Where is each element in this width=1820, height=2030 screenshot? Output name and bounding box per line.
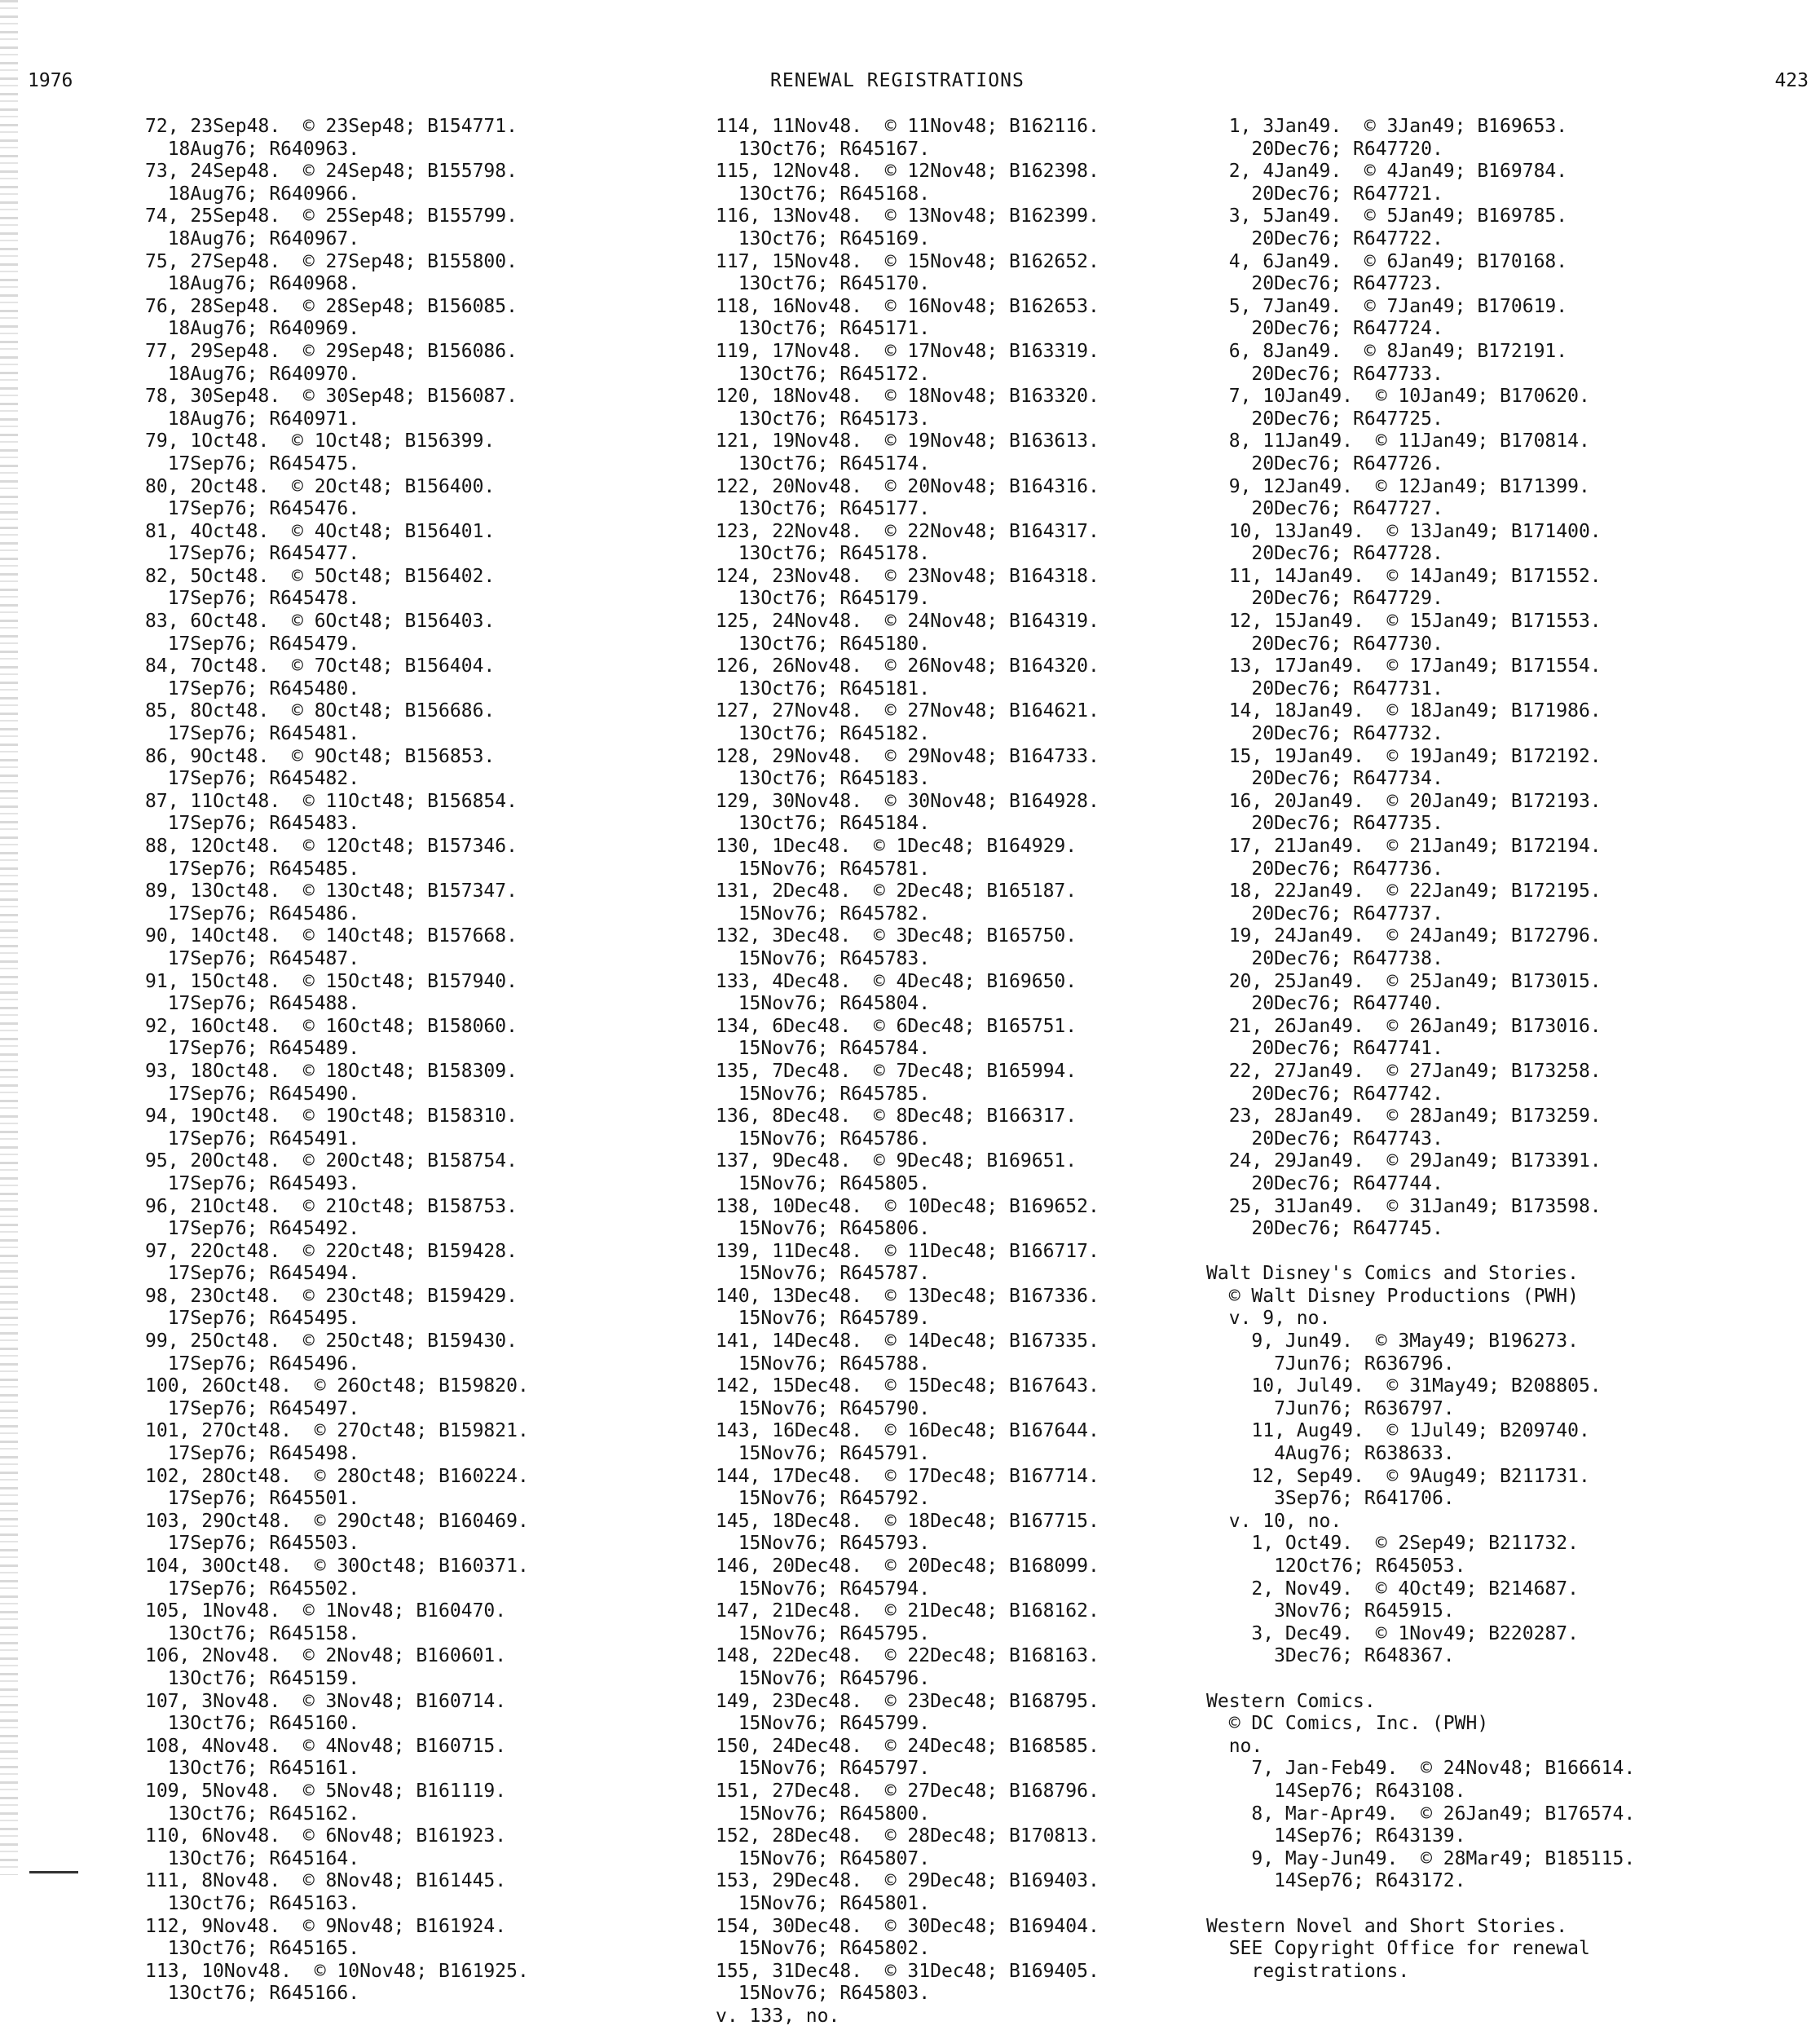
entry-line: 14, 18Jan49. © 18Jan49; B171986. — [1206, 700, 1602, 722]
entry-line: 90, 14Oct48. © 14Oct48; B157668. — [145, 925, 518, 947]
entry-line: 15Nov76; R645796. — [716, 1667, 931, 1689]
entry-line: 11, 14Jan49. © 14Jan49; B171552. — [1206, 565, 1602, 587]
entry-line: 17Sep76; R645490. — [145, 1083, 360, 1105]
entry-line: 18Aug76; R640966. — [145, 183, 360, 205]
entry-line: 13Oct76; R645173. — [716, 408, 931, 430]
entry-line: 8, 11Jan49. © 11Jan49; B170814. — [1206, 430, 1590, 452]
entry-line: 13Oct76; R645179. — [716, 588, 931, 610]
entry-line: 13Oct76; R645172. — [716, 363, 931, 385]
entry-line: 15Nov76; R645781. — [716, 858, 931, 880]
entry-line: 1, 3Jan49. © 3Jan49; B169653. — [1206, 116, 1568, 137]
entry-line: 107, 3Nov48. © 3Nov48; B160714. — [145, 1690, 507, 1712]
entry-line: 20Dec76; R647721. — [1206, 183, 1443, 205]
entry-line: 17Sep76; R645481. — [145, 723, 360, 745]
entry-line: 155, 31Dec48. © 31Dec48; B169405. — [716, 1960, 1099, 1982]
entry-line: 9, 12Jan49. © 12Jan49; B171399. — [1206, 475, 1590, 497]
entry-line: 13Oct76; R645171. — [716, 318, 931, 340]
header-year: 1976 — [28, 70, 73, 91]
entry-line: 7Jun76; R636797. — [1206, 1397, 1455, 1419]
entry-line: 17Sep76; R645502. — [145, 1578, 360, 1600]
entry-line: 12, 15Jan49. © 15Jan49; B171553. — [1206, 611, 1602, 633]
entry-line: 20Dec76; R647727. — [1206, 498, 1443, 520]
entry-line: 15Nov76; R645799. — [716, 1713, 931, 1735]
entry-line: 17Sep76; R645496. — [145, 1353, 360, 1375]
entry-line: 89, 13Oct48. © 13Oct48; B157347. — [145, 880, 518, 902]
entry-line: Walt Disney's Comics and Stories. — [1206, 1263, 1579, 1285]
spacer — [1206, 1241, 1635, 1264]
entry-line: 15Nov76; R645785. — [716, 1083, 931, 1105]
entry-line: 17Sep76; R645501. — [145, 1488, 360, 1510]
entry-line: 15Nov76; R645789. — [716, 1308, 931, 1330]
entry-line: 121, 19Nov48. © 19Nov48; B163613. — [716, 430, 1099, 452]
entry-line: v. 10, no. — [1206, 1510, 1342, 1532]
entry-line: 153, 29Dec48. © 29Dec48; B169403. — [716, 1870, 1099, 1892]
entry-line: 15Nov76; R645801. — [716, 1892, 931, 1914]
entry-line: 105, 1Nov48. © 1Nov48; B160470. — [145, 1600, 507, 1622]
entry-line: 91, 15Oct48. © 15Oct48; B157940. — [145, 970, 518, 992]
entry-line: 7, Jan-Feb49. © 24Nov48; B166614. — [1206, 1758, 1636, 1780]
entry-line: 139, 11Dec48. © 11Dec48; B166717. — [716, 1240, 1099, 1262]
entry-line: 13Oct76; R645159. — [145, 1667, 360, 1689]
entry-line: 20Dec76; R647722. — [1206, 227, 1443, 249]
entry-line: © Walt Disney Productions (PWH) — [1206, 1285, 1579, 1307]
entry-line: © DC Comics, Inc. (PWH) — [1206, 1713, 1489, 1735]
entry-line: no. — [1206, 1735, 1263, 1757]
entry-line: 20Dec76; R647726. — [1206, 452, 1443, 474]
entry-line: 14Sep76; R643139. — [1206, 1825, 1466, 1847]
entry-line: 15Nov76; R645802. — [716, 1938, 931, 1960]
entry-line: 128, 29Nov48. © 29Nov48; B164733. — [716, 745, 1099, 767]
entry-line: 3, 5Jan49. © 5Jan49; B169785. — [1206, 205, 1568, 227]
entry-line: 13Oct76; R645174. — [716, 452, 931, 474]
entry-line: 15Nov76; R645782. — [716, 902, 931, 925]
entry-line: 13Oct76; R645160. — [145, 1713, 360, 1735]
entry-line: 1, Oct49. © 2Sep49; B211732. — [1206, 1533, 1579, 1555]
entry-line: 123, 22Nov48. © 22Nov48; B164317. — [716, 520, 1099, 542]
entry-line: 20Dec76; R647737. — [1206, 902, 1443, 925]
entry-line: 103, 29Oct48. © 29Oct48; B160469. — [145, 1510, 529, 1532]
entry-line: 17Sep76; R645492. — [145, 1218, 360, 1240]
entry-line: Western Novel and Short Stories. — [1206, 1915, 1568, 1937]
entry-line: 144, 17Dec48. © 17Dec48; B167714. — [716, 1465, 1099, 1487]
entry-line: 112, 9Nov48. © 9Nov48; B161924. — [145, 1915, 507, 1937]
entry-line: 134, 6Dec48. © 6Dec48; B165751. — [716, 1015, 1077, 1037]
entry-line: 152, 28Dec48. © 28Dec48; B170813. — [716, 1825, 1099, 1847]
entry-line: 20Dec76; R647728. — [1206, 543, 1443, 565]
entry-line: 102, 28Oct48. © 28Oct48; B160224. — [145, 1465, 529, 1487]
entry-line: 18Aug76; R640968. — [145, 273, 360, 295]
page-number: 423 — [1774, 70, 1809, 91]
entry-line: 20Dec76; R647741. — [1206, 1038, 1443, 1060]
entry-line: 17Sep76; R645491. — [145, 1128, 360, 1150]
entry-line: 74, 25Sep48. © 25Sep48; B155799. — [145, 205, 518, 227]
entry-line: 18, 22Jan49. © 22Jan49; B172195. — [1206, 880, 1602, 902]
entry-line: 10, 13Jan49. © 13Jan49; B171400. — [1206, 520, 1602, 542]
entry-line: 22, 27Jan49. © 27Jan49; B173258. — [1206, 1060, 1602, 1082]
entry-line: 149, 23Dec48. © 23Dec48; B168795. — [716, 1690, 1099, 1712]
entry-line: 129, 30Nov48. © 30Nov48; B164928. — [716, 790, 1099, 812]
entry-line: 25, 31Jan49. © 31Jan49; B173598. — [1206, 1195, 1602, 1217]
entry-line: 81, 4Oct48. © 4Oct48; B156401. — [145, 520, 496, 542]
entry-line: 15Nov76; R645786. — [716, 1128, 931, 1150]
entry-line: 17Sep76; R645498. — [145, 1443, 360, 1465]
entry-line: 11, Aug49. © 1Jul49; B209740. — [1206, 1420, 1590, 1442]
entry-line: 99, 25Oct48. © 25Oct48; B159430. — [145, 1331, 518, 1353]
entry-line: 15Nov76; R645783. — [716, 947, 931, 969]
spacer — [1206, 1893, 1635, 1916]
page-title: RENEWAL REGISTRATIONS — [770, 70, 1025, 91]
entry-line: 13Oct76; R645183. — [716, 768, 931, 790]
entry-line: 8, Mar-Apr49. © 26Jan49; B176574. — [1206, 1803, 1636, 1825]
entry-line: 13Oct76; R645169. — [716, 227, 931, 249]
entry-line: 73, 24Sep48. © 24Sep48; B155798. — [145, 161, 518, 183]
entry-line: 15Nov76; R645804. — [716, 993, 931, 1015]
entry-line: 126, 26Nov48. © 26Nov48; B164320. — [716, 655, 1099, 677]
scan-mark — [29, 1871, 78, 1873]
entry-line: 108, 4Nov48. © 4Nov48; B160715. — [145, 1735, 507, 1757]
entry-line: 17Sep76; R645478. — [145, 588, 360, 610]
entry-line: 114, 11Nov48. © 11Nov48; B162116. — [716, 116, 1099, 137]
entry-line: registrations. — [1206, 1960, 1410, 1982]
entry-line: 20Dec76; R647742. — [1206, 1083, 1443, 1105]
entry-line: 135, 7Dec48. © 7Dec48; B165994. — [716, 1060, 1077, 1082]
entry-line: 15, 19Jan49. © 19Jan49; B172192. — [1206, 745, 1602, 767]
entry-line: 101, 27Oct48. © 27Oct48; B159821. — [145, 1420, 529, 1442]
entry-line: 82, 5Oct48. © 5Oct48; B156402. — [145, 565, 496, 587]
entry-line: 127, 27Nov48. © 27Nov48; B164621. — [716, 700, 1099, 722]
entry-line: 124, 23Nov48. © 23Nov48; B164318. — [716, 565, 1099, 587]
entry-line: 12Oct76; R645053. — [1206, 1556, 1466, 1577]
spacer — [1206, 1668, 1635, 1691]
entry-line: 146, 20Dec48. © 20Dec48; B168099. — [716, 1556, 1099, 1577]
entry-line: 93, 18Oct48. © 18Oct48; B158309. — [145, 1060, 518, 1082]
entry-line: 4, 6Jan49. © 6Jan49; B170168. — [1206, 250, 1568, 272]
entry-line: 13Oct76; R645167. — [716, 138, 931, 160]
entry-line: 83, 6Oct48. © 6Oct48; B156403. — [145, 611, 496, 633]
entry-line: 4Aug76; R638633. — [1206, 1443, 1455, 1465]
entry-line: 20Dec76; R647740. — [1206, 993, 1443, 1015]
entry-line: 13Oct76; R645177. — [716, 498, 931, 520]
entry-line: 7Jun76; R636796. — [1206, 1353, 1455, 1375]
entry-line: 17Sep76; R645476. — [145, 498, 360, 520]
entry-line: 122, 20Nov48. © 20Nov48; B164316. — [716, 475, 1099, 497]
entry-line: 132, 3Dec48. © 3Dec48; B165750. — [716, 925, 1077, 947]
entry-line: 140, 13Dec48. © 13Dec48; B167336. — [716, 1285, 1099, 1307]
entry-line: 92, 16Oct48. © 16Oct48; B158060. — [145, 1015, 518, 1037]
entry-line: 94, 19Oct48. © 19Oct48; B158310. — [145, 1105, 518, 1128]
entry-line: 150, 24Dec48. © 24Dec48; B168585. — [716, 1735, 1099, 1757]
entry-line: 20Dec76; R647731. — [1206, 677, 1443, 699]
entry-line: 15Nov76; R645784. — [716, 1038, 931, 1060]
entry-line: 20Dec76; R647744. — [1206, 1172, 1443, 1194]
entry-line: 13Oct76; R645168. — [716, 183, 931, 205]
entry-line: 17, 21Jan49. © 21Jan49; B172194. — [1206, 836, 1602, 857]
entry-line: 17Sep76; R645485. — [145, 858, 360, 880]
entry-line: 14Sep76; R643172. — [1206, 1870, 1466, 1892]
entry-line: 18Aug76; R640970. — [145, 363, 360, 385]
entry-line: 13Oct76; R645178. — [716, 543, 931, 565]
entry-line: 77, 29Sep48. © 29Sep48; B156086. — [145, 340, 518, 362]
entry-line: 15Nov76; R645807. — [716, 1847, 931, 1869]
entry-line: 17Sep76; R645480. — [145, 677, 360, 699]
entry-line: 13, 17Jan49. © 17Jan49; B171554. — [1206, 655, 1602, 677]
entry-line: 23, 28Jan49. © 28Jan49; B173259. — [1206, 1105, 1602, 1128]
entry-line: 106, 2Nov48. © 2Nov48; B160601. — [145, 1645, 507, 1667]
entry-line: 13Oct76; R645166. — [145, 1983, 360, 2005]
entry-line: 117, 15Nov48. © 15Nov48; B162652. — [716, 250, 1099, 272]
entry-line: 9, Jun49. © 3May49; B196273. — [1206, 1331, 1579, 1353]
entry-line: SEE Copyright Office for renewal — [1206, 1938, 1590, 1960]
entry-line: 20, 25Jan49. © 25Jan49; B173015. — [1206, 970, 1602, 992]
entry-line: 20Dec76; R647724. — [1206, 318, 1443, 340]
entry-line: 20Dec76; R647734. — [1206, 768, 1443, 790]
entry-line: 13Oct76; R645165. — [145, 1938, 360, 1960]
entry-line: 119, 17Nov48. © 17Nov48; B163319. — [716, 340, 1099, 362]
entry-line: 97, 22Oct48. © 22Oct48; B159428. — [145, 1240, 518, 1262]
entry-line: Western Comics. — [1206, 1690, 1376, 1712]
entry-line: 96, 21Oct48. © 21Oct48; B158753. — [145, 1195, 518, 1217]
entry-line: 98, 23Oct48. © 23Oct48; B159429. — [145, 1285, 518, 1307]
entry-line: 17Sep76; R645494. — [145, 1263, 360, 1285]
entry-line: 111, 8Nov48. © 8Nov48; B161445. — [145, 1870, 507, 1892]
entry-line: 3Dec76; R648367. — [1206, 1645, 1455, 1667]
entry-line: 13Oct76; R645161. — [145, 1758, 360, 1780]
entry-line: 87, 11Oct48. © 11Oct48; B156854. — [145, 790, 518, 812]
entry-line: 13Oct76; R645182. — [716, 723, 931, 745]
entry-line: 24, 29Jan49. © 29Jan49; B173391. — [1206, 1150, 1602, 1172]
entry-line: 138, 10Dec48. © 10Dec48; B169652. — [716, 1195, 1099, 1217]
entry-line: 125, 24Nov48. © 24Nov48; B164319. — [716, 611, 1099, 633]
entry-line: 104, 30Oct48. © 30Oct48; B160371. — [145, 1556, 529, 1577]
entry-line: 151, 27Dec48. © 27Dec48; B168796. — [716, 1780, 1099, 1802]
entry-line: 17Sep76; R645482. — [145, 768, 360, 790]
entry-line: 18Aug76; R640969. — [145, 318, 360, 340]
entry-line: 15Nov76; R645805. — [716, 1172, 931, 1194]
entry-line: 20Dec76; R647720. — [1206, 138, 1443, 160]
entry-line: 20Dec76; R647745. — [1206, 1218, 1443, 1240]
entry-line: 85, 8Oct48. © 8Oct48; B156686. — [145, 700, 496, 722]
entry-line: 15Nov76; R645806. — [716, 1218, 931, 1240]
entry-line: 17Sep76; R645497. — [145, 1397, 360, 1419]
entry-line: 12, Sep49. © 9Aug49; B211731. — [1206, 1465, 1590, 1487]
entry-line: 20Dec76; R647732. — [1206, 723, 1443, 745]
entry-line: 17Sep76; R645479. — [145, 633, 360, 655]
entry-line: 136, 8Dec48. © 8Dec48; B166317. — [716, 1105, 1077, 1128]
entry-line: 18Aug76; R640967. — [145, 227, 360, 249]
entry-line: 20Dec76; R647738. — [1206, 947, 1443, 969]
entry-line: 100, 26Oct48. © 26Oct48; B159820. — [145, 1375, 529, 1397]
entry-line: 130, 1Dec48. © 1Dec48; B164929. — [716, 836, 1077, 857]
entry-line: 7, 10Jan49. © 10Jan49; B170620. — [1206, 386, 1590, 408]
entry-line: 131, 2Dec48. © 2Dec48; B165187. — [716, 880, 1077, 902]
entry-line: 75, 27Sep48. © 27Sep48; B155800. — [145, 250, 518, 272]
entry-line: 20Dec76; R647723. — [1206, 273, 1443, 295]
entry-line: 19, 24Jan49. © 24Jan49; B172796. — [1206, 925, 1602, 947]
entry-line: 17Sep76; R645483. — [145, 813, 360, 835]
entry-line: 18Aug76; R640971. — [145, 408, 360, 430]
entry-line: 14Sep76; R643108. — [1206, 1780, 1466, 1802]
entry-line: 147, 21Dec48. © 21Dec48; B168162. — [716, 1600, 1099, 1622]
entry-line: 2, 4Jan49. © 4Jan49; B169784. — [1206, 161, 1568, 183]
entry-line: 20Dec76; R647735. — [1206, 813, 1443, 835]
entry-line: 115, 12Nov48. © 12Nov48; B162398. — [716, 161, 1099, 183]
entry-line: 20Dec76; R647725. — [1206, 408, 1443, 430]
entry-line: 15Nov76; R645795. — [716, 1622, 931, 1644]
entry-line: 20Dec76; R647729. — [1206, 588, 1443, 610]
column-left — [145, 116, 529, 2006]
entry-line: 5, 7Jan49. © 7Jan49; B170619. — [1206, 295, 1568, 317]
entry-line: 76, 28Sep48. © 28Sep48; B156085. — [145, 295, 518, 317]
entry-line: 2, Nov49. © 4Oct49; B214687. — [1206, 1578, 1579, 1600]
entry-line: 17Sep76; R645493. — [145, 1172, 360, 1194]
entry-line: 13Oct76; R645180. — [716, 633, 931, 655]
entry-line: 13Oct76; R645162. — [145, 1803, 360, 1825]
entry-line: 15Nov76; R645790. — [716, 1397, 931, 1419]
entry-line: 86, 9Oct48. © 9Oct48; B156853. — [145, 745, 496, 767]
column-right — [1206, 116, 1635, 1983]
entry-line: 13Oct76; R645184. — [716, 813, 931, 835]
entry-line: 78, 30Sep48. © 30Sep48; B156087. — [145, 386, 518, 408]
entry-line: 17Sep76; R645486. — [145, 902, 360, 925]
entry-line: 17Sep76; R645475. — [145, 452, 360, 474]
entry-line: 15Nov76; R645803. — [716, 1983, 931, 2005]
entry-line: 141, 14Dec48. © 14Dec48; B167335. — [716, 1331, 1099, 1353]
entry-line: 15Nov76; R645793. — [716, 1533, 931, 1555]
entry-line: 145, 18Dec48. © 18Dec48; B167715. — [716, 1510, 1099, 1532]
entry-line: 15Nov76; R645792. — [716, 1488, 931, 1510]
entry-line: 3Sep76; R641706. — [1206, 1488, 1455, 1510]
entry-line: 154, 30Dec48. © 30Dec48; B169404. — [716, 1915, 1099, 1937]
entry-line: 137, 9Dec48. © 9Dec48; B169651. — [716, 1150, 1077, 1172]
entry-line: 15Nov76; R645797. — [716, 1758, 931, 1780]
entry-line: 10, Jul49. © 31May49; B208805. — [1206, 1375, 1602, 1397]
entry-line: 13Oct76; R645181. — [716, 677, 931, 699]
entry-line: 20Dec76; R647743. — [1206, 1128, 1443, 1150]
entry-line: 13Oct76; R645163. — [145, 1892, 360, 1914]
entry-line: 21, 26Jan49. © 26Jan49; B173016. — [1206, 1015, 1602, 1037]
entry-line: 17Sep76; R645487. — [145, 947, 360, 969]
entry-line: 72, 23Sep48. © 23Sep48; B154771. — [145, 116, 518, 137]
entry-line: 15Nov76; R645800. — [716, 1803, 931, 1825]
entry-line: 15Nov76; R645794. — [716, 1578, 931, 1600]
entry-line: 113, 10Nov48. © 10Nov48; B161925. — [145, 1960, 529, 1982]
entry-line: 17Sep76; R645495. — [145, 1308, 360, 1330]
entry-line: 84, 7Oct48. © 7Oct48; B156404. — [145, 655, 496, 677]
entry-line: 17Sep76; R645488. — [145, 993, 360, 1015]
entry-line: 118, 16Nov48. © 16Nov48; B162653. — [716, 295, 1099, 317]
entry-line: 17Sep76; R645477. — [145, 543, 360, 565]
entry-line: 20Dec76; R647730. — [1206, 633, 1443, 655]
entry-line: 3Nov76; R645915. — [1206, 1600, 1455, 1622]
entry-line: 6, 8Jan49. © 8Jan49; B172191. — [1206, 340, 1568, 362]
entry-line: 109, 5Nov48. © 5Nov48; B161119. — [145, 1780, 507, 1802]
scan-binding-edge — [0, 0, 18, 1875]
entry-line: 20Dec76; R647736. — [1206, 858, 1443, 880]
entry-line: 17Sep76; R645489. — [145, 1038, 360, 1060]
entry-line: 80, 2Oct48. © 2Oct48; B156400. — [145, 475, 496, 497]
entry-line: 15Nov76; R645788. — [716, 1353, 931, 1375]
entry-line: 143, 16Dec48. © 16Dec48; B167644. — [716, 1420, 1099, 1442]
entry-line: 116, 13Nov48. © 13Nov48; B162399. — [716, 205, 1099, 227]
entry-line: 133, 4Dec48. © 4Dec48; B169650. — [716, 970, 1077, 992]
entry-line: 88, 12Oct48. © 12Oct48; B157346. — [145, 836, 518, 857]
entry-line: 13Oct76; R645170. — [716, 273, 931, 295]
entry-line: 13Oct76; R645164. — [145, 1847, 360, 1869]
entry-line: 110, 6Nov48. © 6Nov48; B161923. — [145, 1825, 507, 1847]
entry-line: 148, 22Dec48. © 22Dec48; B168163. — [716, 1645, 1099, 1667]
entry-line: 13Oct76; R645158. — [145, 1622, 360, 1644]
entry-line: 95, 20Oct48. © 20Oct48; B158754. — [145, 1150, 518, 1172]
entry-line: 9, May-Jun49. © 28Mar49; B185115. — [1206, 1847, 1636, 1869]
entry-line: 17Sep76; R645503. — [145, 1533, 360, 1555]
entry-line: 142, 15Dec48. © 15Dec48; B167643. — [716, 1375, 1099, 1397]
entry-line: v. 9, no. — [1206, 1308, 1331, 1330]
entry-line: 79, 1Oct48. © 1Oct48; B156399. — [145, 430, 496, 452]
entry-line: v. 133, no. — [716, 2005, 840, 2027]
entry-line: 20Dec76; R647733. — [1206, 363, 1443, 385]
entry-line: 18Aug76; R640963. — [145, 138, 360, 160]
column-middle — [716, 116, 1099, 2028]
entry-line: 16, 20Jan49. © 20Jan49; B172193. — [1206, 790, 1602, 812]
entry-line: 3, Dec49. © 1Nov49; B220287. — [1206, 1622, 1579, 1644]
entry-line: 15Nov76; R645791. — [716, 1443, 931, 1465]
entry-line: 120, 18Nov48. © 18Nov48; B163320. — [716, 386, 1099, 408]
entry-line: 15Nov76; R645787. — [716, 1263, 931, 1285]
